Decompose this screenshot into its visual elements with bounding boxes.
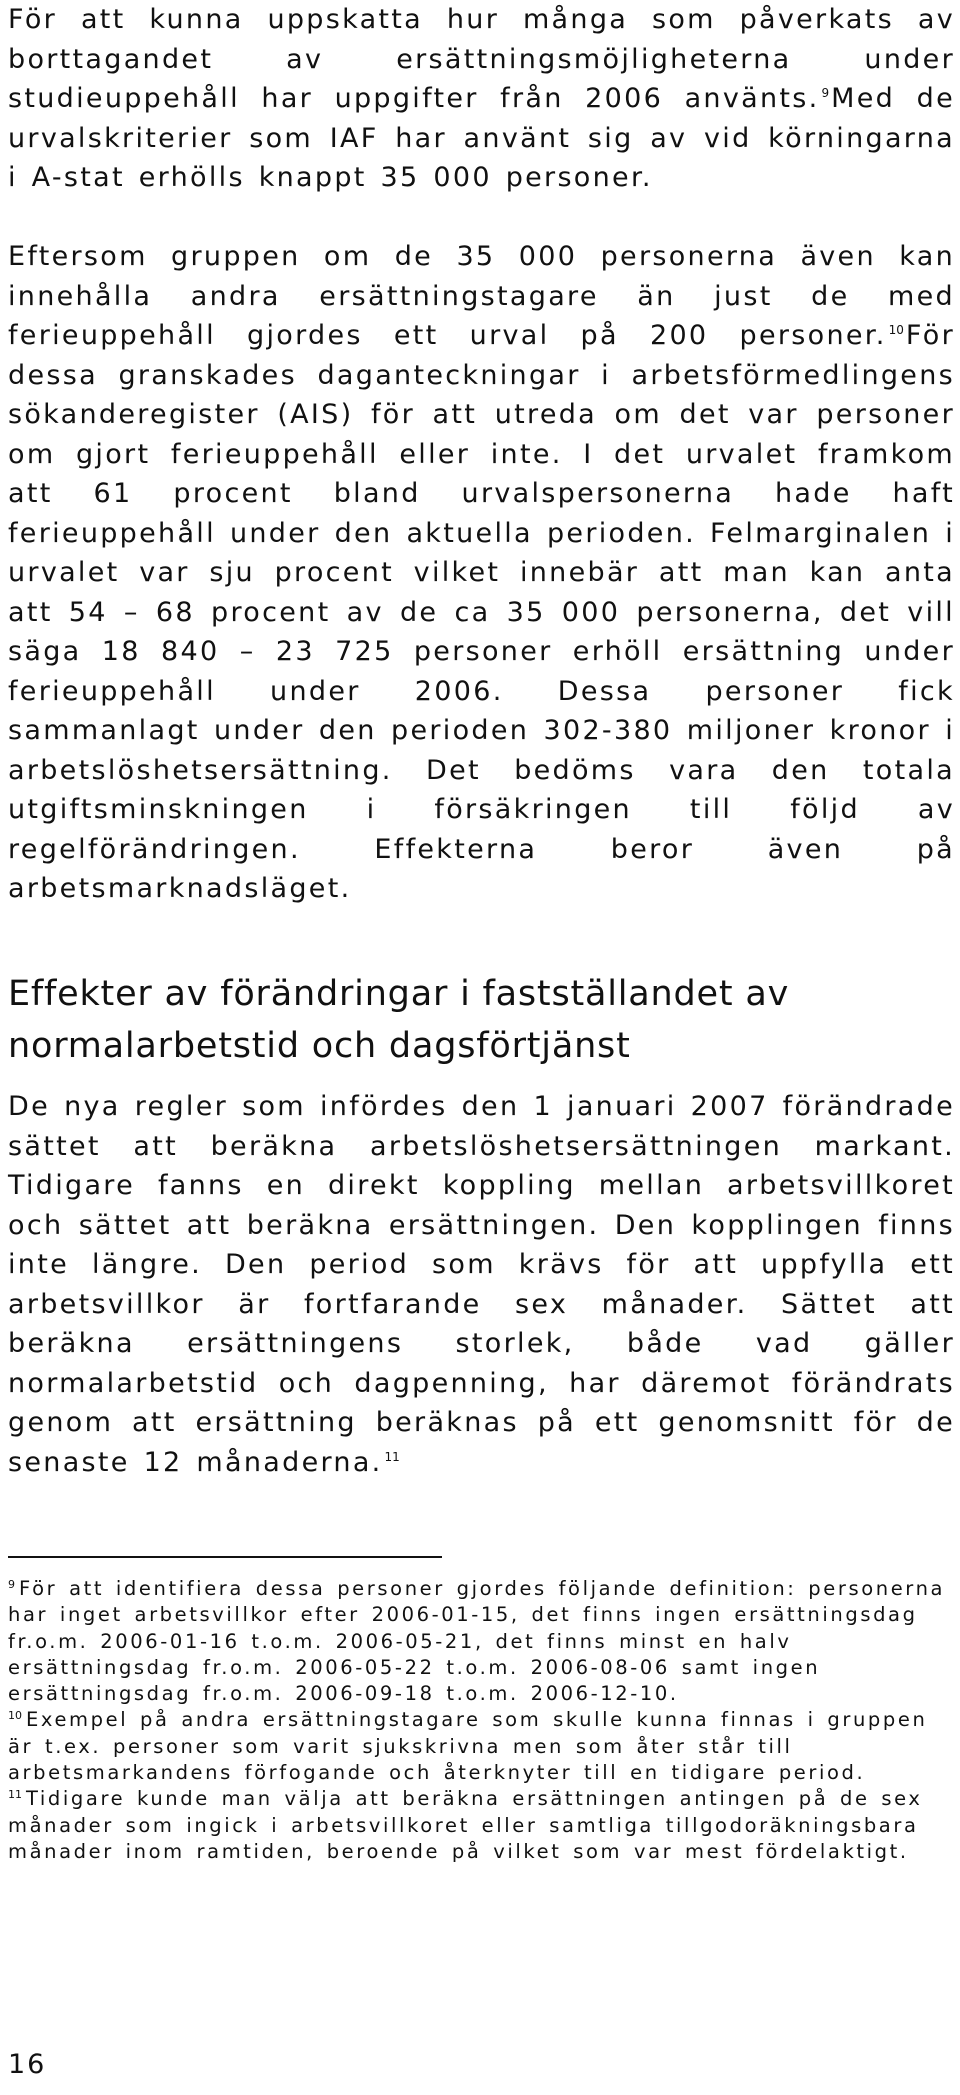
paragraph-2-text-a: Eftersom gruppen om de 35 000 personerna även kan innehålla andra ersättningstagare än just de med ferieuppehåll gjordes ett urval på 200 personer.	[8, 241, 955, 351]
paragraph-1-text-a: För att kunna uppskatta hur många som påverkats av borttagandet av ersättningsmöjligheterna under studieuppehåll har uppgifter från 2006 använts.	[8, 4, 955, 114]
footnote-number: 10	[8, 1708, 22, 1722]
footnote-11	[8, 1786, 955, 1865]
paragraph-2-text-b: För dessa granskades daganteckningar i arbetsförmedlingens sökanderegister (AIS) för att utreda om det var personer om gjort ferieuppehåll eller inte. I det urvalet framkom att 61 procent bland urvalspersonerna hade haft ferieuppehåll under den aktuella perioden. Felmarginalen i urvalet var sju procent vilket innebär att man kan anta att 54 – 68 procent av de ca 35 000 personerna, det vill säga 18 840 – 23 725 personer erhöll ersättning under ferieuppehåll under 2006. Dessa personer fick sammanlagt under den perioden 302-380 miljoner kronor i arbetslöshetsersättning. Det bedöms vara den totala utgiftsminskningen i försäkringen till följd av regelförändringen. Effekterna beror även på arbetsmarknadsläget.	[8, 320, 955, 904]
paragraph-3	[8, 1087, 955, 1482]
page-number: 16	[8, 2049, 47, 2080]
footnote-number: 11	[8, 1787, 22, 1801]
paragraph-3-text: De nya regler som infördes den 1 januari 2007 förändrade sättet att beräkna arbetslöshetsersättningen markant. Tidigare fanns en direkt koppling mellan arbetsvillkoret och sättet att beräkna ersättningen. Den kopplingen finns inte längre. Den period som krävs för att uppfylla ett arbetsvillkor är fortfarande sex månader. Sättet att beräkna ersättningens storlek, både vad gäller normalarbetstid och dagpenning, har däremot förändrats genom att ersättning beräknas på ett genomsnitt för de senaste 12 månaderna.	[8, 1091, 955, 1478]
footnote-reference-11: 11	[384, 1449, 400, 1464]
footnotes	[8, 1576, 955, 1865]
section-2-body	[8, 1087, 955, 1482]
paragraph-1-text-b: Med de urvalskriterier som IAF har använt sig av vid körningarna i A-stat erhölls knappt 35 000 personer.	[8, 83, 955, 193]
footnote-number: 9	[8, 1577, 15, 1591]
paragraph-1	[8, 0, 955, 198]
section-1-body	[8, 0, 955, 909]
footnote-text: Exempel på andra ersättningstagare som skulle kunna finnas i gruppen är t.ex. personer som varit sjukskrivna men som åter står till arbetsmarkandens förfogande och återknyter till en tidigare period.	[8, 1708, 928, 1785]
footnote-9	[8, 1576, 955, 1707]
footnote-text: För att identifiera dessa personer gjordes följande definition: personerna har inget arbetsvillkor efter 2006-01-15, det finns ingen ersättningsdag fr.o.m. 2006-01-16 t.o.m. 2006-05-21, det finns minst en halv ersättningsdag fr.o.m. 2006-05-22 t.o.m. 2006-08-06 samt ingen ersättningsdag fr.o.m. 2006-09-18 t.o.m. 2006-12-10.	[8, 1577, 946, 1706]
footnote-10	[8, 1707, 955, 1786]
footnote-text: Tidigare kunde man välja att beräkna ersättningen antingen på de sex månader som ingick i arbetsvillkoret eller samtliga tillgodoräkningsbara månader inom ramtiden, beroende på vilket som var mest fördelaktigt.	[8, 1787, 923, 1863]
footnote-reference-10: 10	[888, 323, 904, 337]
footnote-separator	[8, 1556, 442, 1558]
section-heading: Effekter av förändringar i fastställandet av normalarbetstid och dagsförtjänst	[8, 974, 790, 1066]
footnote-reference-9: 9	[821, 86, 830, 100]
paragraph-2	[8, 237, 955, 909]
